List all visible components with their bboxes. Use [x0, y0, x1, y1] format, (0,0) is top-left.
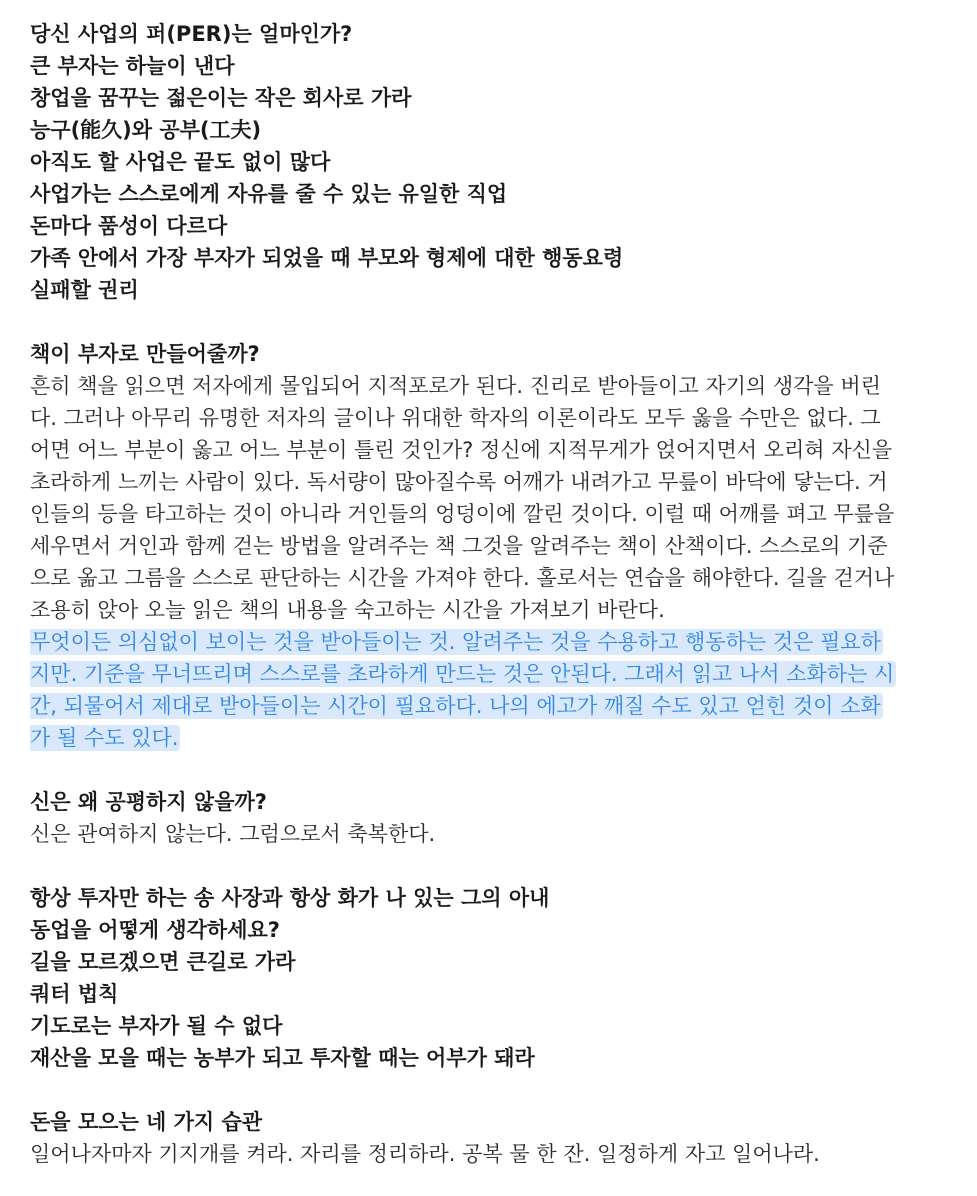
highlight-line: 가 될 수도 있다. — [30, 726, 179, 750]
chapter-title: 길을 모르겠으면 큰길로 가라 — [30, 950, 296, 974]
highlight-line: 무엇이든 의심없이 보이는 것을 받아들이는 것. 알려주는 것을 수용하고 행동하는 것은 필요하 — [30, 630, 881, 654]
spacer — [30, 850, 947, 882]
paragraph-line: 어면 어느 부분이 옳고 어느 부분이 틀린 것인가? 정신에 지적무게가 얹어지면서 오리혀 자신을 — [30, 438, 893, 462]
chapter-title: 사업가는 스스로에게 자유를 줄 수 있는 유일한 직업 — [30, 182, 508, 206]
paragraph-line: 초라하게 느끼는 사람이 있다. 독서량이 많아질수록 어깨가 내려가고 무릎이 바닥에 닿는다. 거 — [30, 470, 888, 494]
chapter-title: 기도로는 부자가 될 수 없다 — [30, 1014, 283, 1038]
chapter-title: 당신 사업의 퍼(PER)는 얼마인가? — [30, 22, 353, 46]
chapter-list-2 — [30, 882, 947, 1074]
section-title: 돈을 모으는 네 가지 습관 — [30, 1110, 263, 1134]
chapter-title: 쿼터 법칙 — [30, 982, 119, 1006]
section-title: 신은 왜 공평하지 않을까? — [30, 790, 267, 814]
section-book — [30, 338, 947, 754]
paragraph-line: 다. 그러나 아무리 유명한 저자의 글이나 위대한 학자의 이론이라도 모두 옳을 수만은 없다. 그 — [30, 406, 881, 430]
highlighted-passage[interactable] — [30, 626, 947, 754]
chapter-title: 동업을 어떻게 생각하세요? — [30, 918, 280, 942]
paragraph-line: 흔히 책을 읽으면 저자에게 몰입되어 지적포로가 된다. 진리로 받아들이고 자기의 생각을 버린 — [30, 374, 881, 398]
highlight-line: 지만. 기준을 무너뜨리며 스스로를 초라하게 만드는 것은 안된다. 그래서 읽고 나서 소화하는 시 — [30, 662, 895, 686]
paragraph-line: 으로 옮고 그름을 스스로 판단하는 시간을 가져야 한다. 홀로서는 연습을 해야한다. 길을 걷거나 — [30, 566, 895, 590]
chapter-title: 능구(能久)와 공부(工夫) — [30, 118, 262, 142]
chapter-title: 아직도 할 사업은 끝도 없이 많다 — [30, 150, 331, 174]
chapter-title: 가족 안에서 가장 부자가 되었을 때 부모와 형제에 대한 행동요령 — [30, 246, 624, 270]
spacer — [30, 754, 947, 786]
chapter-list — [30, 18, 947, 306]
spacer — [30, 1074, 947, 1106]
chapter-title: 재산을 모을 때는 농부가 되고 투자할 때는 어부가 돼라 — [30, 1046, 535, 1070]
chapter-title: 돈마다 품성이 다르다 — [30, 214, 228, 238]
chapter-title: 창업을 꿈꾸는 젊은이는 작은 회사로 가라 — [30, 86, 412, 110]
paragraph-line: 인들의 등을 타고하는 것이 아니라 거인들의 엉덩이에 깔린 것이다. 이럴 때 어깨를 펴고 무릎을 — [30, 502, 895, 526]
section-habits — [30, 1106, 947, 1170]
paragraph-line: 일어나자마자 기지개를 켜라. 자리를 정리하라. 공복 물 한 잔. 일정하게 자고 일어나라. — [30, 1142, 820, 1166]
chapter-title: 큰 부자는 하늘이 낸다 — [30, 54, 235, 78]
section-god — [30, 786, 947, 850]
section-title: 책이 부자로 만들어줄까? — [30, 342, 260, 366]
paragraph-line: 신은 관여하지 않는다. 그럼으로서 축복한다. — [30, 822, 436, 846]
paragraph-line: 조용히 앉아 오늘 읽은 책의 내용을 숙고하는 시간을 가져보기 바란다. — [30, 598, 665, 622]
paragraph-line: 세우면서 거인과 함께 걷는 방법을 알려주는 책 그것을 알려주는 책이 산책이다. 스스로의 기준 — [30, 534, 888, 558]
chapter-title: 실패할 권리 — [30, 278, 139, 302]
chapter-title: 항상 투자만 하는 송 사장과 항상 화가 나 있는 그의 아내 — [30, 886, 550, 910]
highlight-line: 간, 되물어서 제대로 받아들이는 시간이 필요하다. 나의 에고가 깨질 수도 있고 얻힌 것이 소화 — [30, 694, 881, 718]
spacer — [30, 306, 947, 338]
